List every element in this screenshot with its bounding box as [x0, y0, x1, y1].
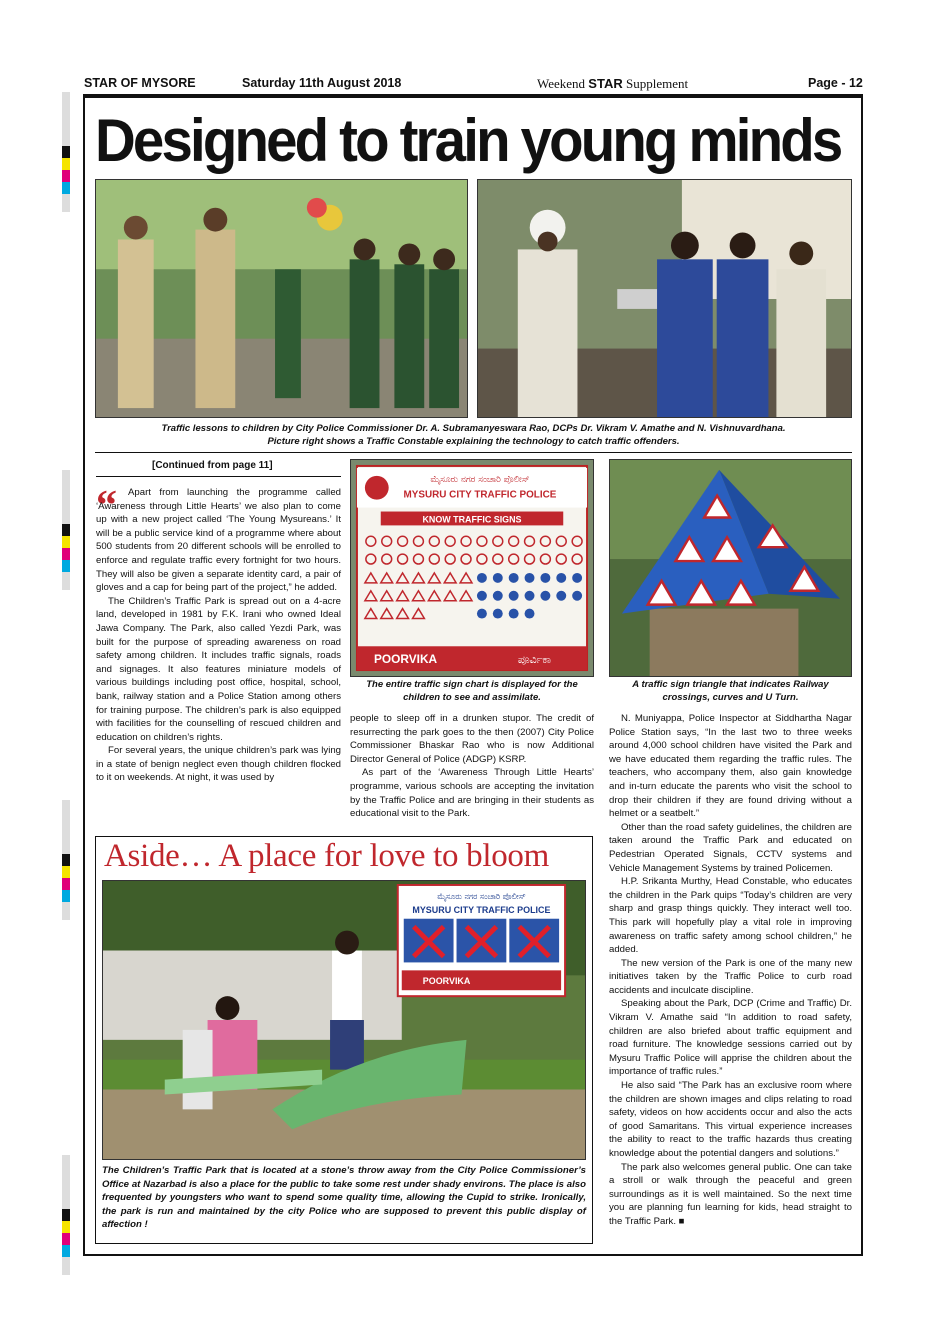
- headline: Designed to train young minds: [95, 107, 841, 174]
- aside-board-sponsor: POORVIKA: [422, 976, 471, 987]
- registration-mark: [62, 800, 70, 920]
- issue-date: Saturday 11th August 2018: [242, 76, 402, 90]
- col3-paragraph-4: The new version of the Park is one of the many new initiatives taken by the Traffic Police to curb road accidents and inculcate discipline.: [609, 957, 852, 996]
- col3-paragraph-5: Speaking about the Park, DCP (Crime and Traffic) Dr. Vikram V. Amathe said “In addition to road safety, children are also briefed about traffic equipment and road furniture. The knowledge sessions carried out by Mysuru Traffic Police will apprise the children about the importance of traffic rules.”: [609, 998, 852, 1078]
- col3-paragraph-2: Other than the road safety guidelines, the children are taken around the Traffic Park and educated on Pedestrian Operated Signals, CCTV systems and Vehicle Management Systems by trained Policemen.: [609, 821, 852, 874]
- end-mark-icon: ■: [676, 1215, 685, 1227]
- supplement-name: [537, 76, 688, 92]
- col2-paragraph-1: people to sleep off in a drunken stupor. The credit of resurrecting the park goes to the then (2007) City Police Commissioner Bhaskar Rao who is now Additional Director General of Police (ADGP) KSRP.: [350, 713, 594, 765]
- column-1: [96, 483, 341, 785]
- chart-subtitle: KNOW TRAFFIC SIGNS: [422, 514, 522, 525]
- supplement-prefix: Weekend: [537, 76, 586, 91]
- photo-traffic-sign-chart: [350, 459, 594, 677]
- col2-paragraph-2: As part of the ‘Awareness Through Little Hearts’ programme, various schools are accepting the invitation by the Traffic Police and are bringing in their students as educational visit to the Park.: [350, 767, 594, 820]
- aside-caption: The Children’s Traffic Park that is located at a stone’s throw away from the City Police Commissioner’s Office at Nazarbad is also a place for the public to take some rest under shady environs. The place is also frequented by youngsters who want to spend some quality time, allowing the Cupid to strike. Ironically, the park is run and maintained by the city Police who are supposed to prevent this public display of affection !: [102, 1165, 586, 1231]
- chart-sponsor: POORVIKA: [373, 652, 438, 667]
- continued-note: [Continued from page 11]: [152, 460, 273, 471]
- section-rule: [95, 452, 852, 453]
- col3-paragraph-7-text: The park also welcomes general public. One can take a stroll or walk through the peaceful and green surroundings as it is well maintained. So the next time you are planning fun learning for kids, head straight to the Traffic Park.: [609, 1161, 852, 1227]
- chart-photo-caption: The entire traffic sign chart is displayed for the children to see and assimilate.: [366, 679, 578, 703]
- registration-mark: [62, 1155, 70, 1275]
- page-number: Page - 12: [808, 76, 863, 90]
- chart-kannada-title: ಮೈಸೂರು ನಗರ ಸಂಚಾರಿ ಪೊಲೀಸ್: [430, 474, 530, 485]
- column-3: [609, 712, 852, 1229]
- chart-board-title: MYSURU CITY TRAFFIC POLICE: [403, 489, 557, 501]
- supplement-suffix: Supplement: [625, 76, 689, 91]
- photo-traffic-sign-triangle: [609, 459, 852, 677]
- aside-title: Aside… A place for love to bloom: [104, 838, 549, 874]
- col1-paragraph-3: For several years, the unique children’s park was lying in a state of benign neglect even though children flocked to it on weekends. At night, it was used by: [96, 745, 341, 784]
- col3-paragraph-1: N. Muniyappa, Police Inspector at Siddhartha Nagar Police Station says, “In the last two to three weeks around 4,000 school children have visited the Park and we have educated them regarding the traffic rules. The teachers, who accompany them, also gain knowledge and in-turn educate the parents who visit the school to drop their children if they are found driving without a helmet or a seatbelt.”: [609, 713, 852, 820]
- aside-board-title: MYSURU CITY TRAFFIC POLICE: [412, 904, 551, 915]
- top-photos-caption: [95, 422, 852, 448]
- triangle-photo-caption: A traffic sign triangle that indicates Railway crossings, curves and U Turn.: [632, 679, 829, 703]
- continued-rule: [96, 476, 341, 477]
- col1-paragraph-1: Apart from launching the programme called ‘Awareness through Little Hearts’ we also plan to come up with a new project called ‘The Young Mysureans.’ It will be a public service kind of a programme where about 500 students from 20 different schools will be enrolled to enforce and regulate traffic every fortnight for two hours. They will also be given a separate identity card, a pair of gloves and a cap for being part of the project,” he added.: [96, 487, 341, 594]
- photo-park-couple: [102, 880, 586, 1160]
- registration-mark: [62, 470, 70, 590]
- registration-mark: [62, 92, 70, 212]
- chart-sponsor-kannada: ಪೂರ್ವಿಕಾ: [517, 653, 552, 667]
- column-2: [350, 712, 594, 821]
- photo-traffic-constable-demo: [477, 179, 852, 418]
- top-caption-line-2: Picture right shows a Traffic Constable explaining the technology to catch traffic offenders.: [267, 436, 680, 447]
- supplement-star: STAR: [588, 76, 623, 91]
- col1-paragraph-2: The Children’s Traffic Park is spread out on a 4-acre land, developed in 1981 by F.K. Irani who owned Ideal Jawa Company. The Park, also called Yezdi Park, was built for the purpose of spreading awareness on road safety among children. It includes traffic signals, roads and signages. It also features miniature models of various buildings including post office, hospital, school, bank, railway station and a Police Station among others for training purpose. The children’s park is also equipped with facilities for the counselling of rescued children and education on children’s rights.: [96, 595, 341, 743]
- quote-mark-icon: “: [96, 483, 117, 529]
- photo-commissioner-with-children: [95, 179, 468, 418]
- col3-paragraph-3: H.P. Srikanta Murthy, Head Constable, who educates the children in the Park quips “Today’s children are very sharp and grasp things quickly. They interact well too. This park will hopefully play a vital role in improving awareness on traffic safety among school children,” he added.: [609, 876, 852, 956]
- col3-paragraph-7: [609, 1161, 852, 1229]
- aside-board-kannada: ಮೈಸೂರು ನಗರ ಸಂಚಾರಿ ಪೊಲೀಸ್: [437, 891, 526, 901]
- top-caption-line-1: Traffic lessons to children by City Police Commissioner Dr. A. Subramanyeswara Rao, DCPs Dr. Vikram V. Amathe and N. Vishnuvardhana.: [161, 423, 786, 434]
- col3-paragraph-6: He also said “The Park has an exclusive room where the children are shown images and clips relating to road safety, videos on how accidents occur and also the acts of good Samaritans. This virtual experience increases the ability to react to the traffic hazards thus creating knowledge about the potential dangers and solutions.”: [609, 1080, 852, 1159]
- publication-name: STAR OF MYSORE: [84, 76, 196, 90]
